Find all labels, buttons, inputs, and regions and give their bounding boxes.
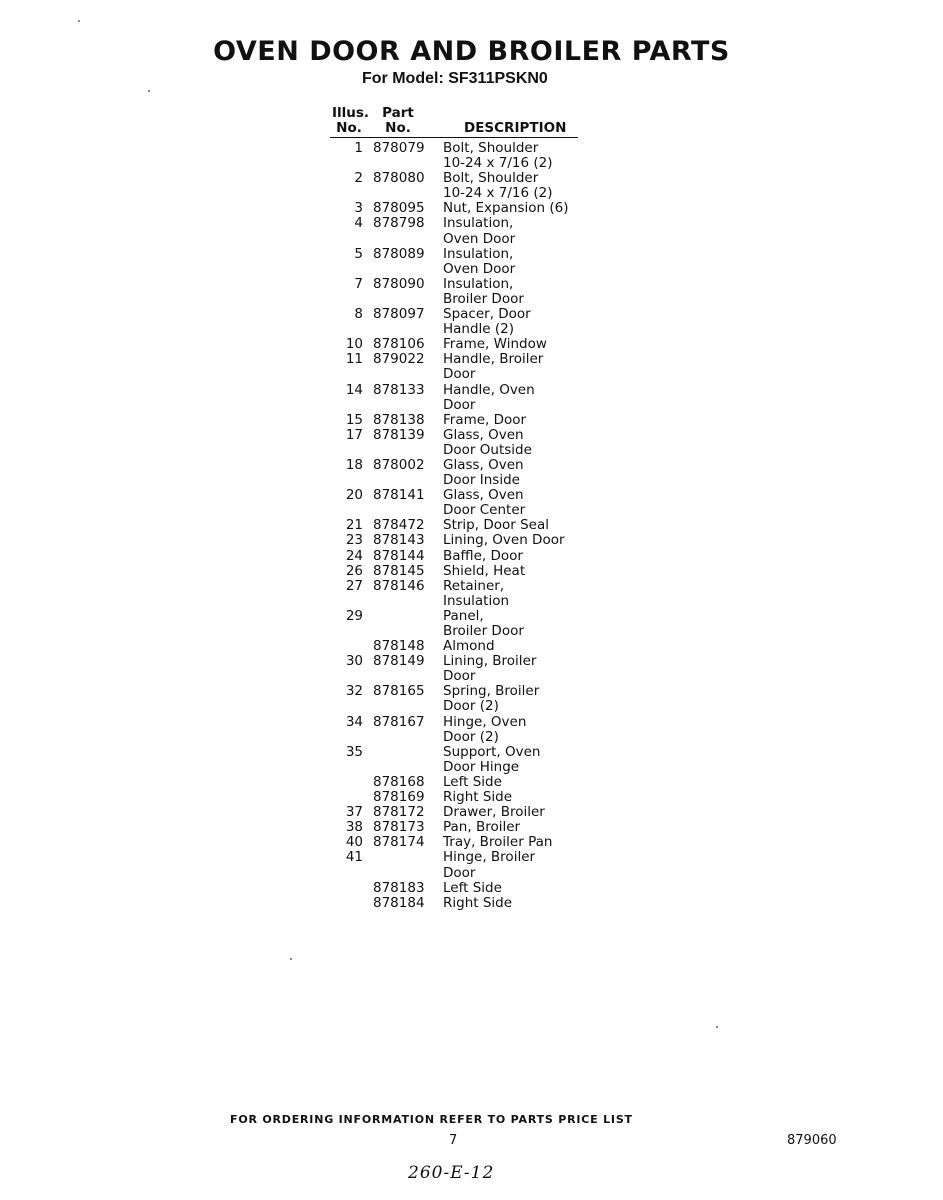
part-number: 878106: [373, 336, 425, 353]
description-line: Spacer, Door: [443, 306, 531, 323]
illus-number: 7: [354, 275, 363, 292]
description-line: Support, Oven: [443, 743, 541, 760]
part-description: [429, 896, 589, 911]
description-line: Frame, Door: [443, 411, 527, 428]
table-row: [320, 383, 589, 413]
description-line: Broiler Door: [443, 623, 524, 639]
table-row: [320, 745, 589, 775]
table-row: [320, 820, 589, 835]
table-row: [320, 654, 589, 684]
illus-number: 18: [345, 456, 363, 473]
scan-speck: [290, 958, 292, 960]
description-line: Door Center: [443, 502, 526, 519]
illus-number: 38: [345, 819, 363, 836]
part-description: [429, 247, 589, 277]
illus-number: 35: [345, 743, 363, 760]
description-line: Door Inside: [443, 472, 520, 489]
description-line: 10-24 x 7/16 (2): [443, 155, 553, 172]
header-illus-no: [332, 105, 370, 136]
part-description: [429, 564, 589, 579]
description-line: Nut, Expansion (6): [443, 200, 569, 217]
part-description: [429, 171, 589, 201]
table-row: [320, 609, 589, 639]
description-line: Insulation,: [443, 245, 514, 262]
description-line: Door: [443, 864, 476, 881]
description-line: Handle, Oven: [443, 381, 535, 398]
illus-number: 27: [345, 577, 363, 594]
part-number: 878095: [373, 200, 425, 217]
description-line: Door (2): [443, 698, 499, 715]
description-line: Door: [443, 366, 476, 383]
part-number: [363, 609, 429, 639]
illus-number: 26: [345, 562, 363, 579]
handwritten-note: 260-E-12: [408, 1163, 495, 1183]
part-description: [429, 337, 589, 352]
illus-number: 34: [345, 713, 363, 730]
part-number: 879022: [373, 351, 425, 368]
description-line: Shield, Heat: [443, 562, 526, 579]
description-line: Insulation,: [443, 215, 514, 232]
model-subtitle: For Model: SF311PSKN0: [362, 70, 548, 87]
table-row: [320, 835, 589, 850]
description-line: Almond: [443, 638, 495, 655]
document-number: 879060: [787, 1133, 837, 1148]
description-line: Insulation,: [443, 275, 514, 292]
illus-number: [320, 790, 363, 805]
part-number: 878146: [373, 577, 425, 594]
description-line: Hinge, Oven: [443, 713, 527, 730]
part-number: 878143: [373, 532, 425, 549]
illus-number: 8: [354, 306, 363, 323]
part-description: [429, 790, 589, 805]
table-row: [320, 881, 589, 896]
part-number: 878184: [373, 894, 425, 911]
part-description: [429, 307, 589, 337]
part-description: [429, 201, 589, 216]
part-description: [429, 745, 589, 775]
part-number: 878089: [373, 245, 425, 262]
part-description: [429, 715, 589, 745]
description-line: Frame, Window: [443, 336, 547, 353]
part-number: 878183: [373, 879, 425, 896]
illus-number: [320, 896, 363, 911]
description-line: Broiler Door: [443, 290, 524, 307]
table-row: [320, 896, 589, 911]
table-row: [320, 307, 589, 337]
header-description: DESCRIPTION: [464, 120, 567, 136]
table-row: [320, 805, 589, 820]
part-description: [429, 881, 589, 896]
part-description: [429, 428, 589, 458]
description-line: Spring, Broiler: [443, 683, 540, 700]
part-description: [429, 533, 589, 548]
part-number: 878090: [373, 275, 425, 292]
table-row: [320, 775, 589, 790]
part-number: 878144: [373, 547, 425, 564]
description-line: Door (2): [443, 728, 499, 745]
part-number: 878148: [373, 638, 425, 655]
description-line: Glass, Oven: [443, 456, 524, 473]
part-description: [429, 850, 589, 880]
part-number: 878080: [373, 170, 425, 187]
illus-number: 15: [345, 411, 363, 428]
illus-number: 24: [345, 547, 363, 564]
table-row: [320, 201, 589, 216]
illus-number: 32: [345, 683, 363, 700]
illus-number: [320, 775, 363, 790]
parts-table: [320, 141, 589, 911]
table-row: [320, 141, 589, 171]
description-line: Strip, Door Seal: [443, 517, 549, 534]
part-number: 878138: [373, 411, 425, 428]
header-illus-line1: Illus.: [332, 105, 370, 121]
table-row: [320, 639, 589, 654]
illus-number: 23: [345, 532, 363, 549]
description-line: Insulation: [443, 592, 510, 609]
table-row: [320, 518, 589, 533]
table-row: [320, 247, 589, 277]
part-description: [429, 277, 589, 307]
table-row: [320, 428, 589, 458]
illus-number: [320, 639, 363, 654]
part-number: 878165: [373, 683, 425, 700]
part-description: [429, 684, 589, 714]
illus-number: 10: [345, 336, 363, 353]
page-number: 7: [449, 1133, 458, 1148]
header-part-no: [380, 106, 416, 136]
part-number: 878169: [373, 789, 425, 806]
description-line: Right Side: [443, 789, 513, 806]
table-row: [320, 579, 589, 609]
ordering-info-footer: FOR ORDERING INFORMATION REFER TO PARTS PRICE LIST: [230, 1113, 633, 1126]
part-description: [429, 820, 589, 835]
scan-speck: [716, 1026, 718, 1028]
illus-number: 20: [345, 487, 363, 504]
description-line: Bolt, Shoulder: [443, 140, 539, 156]
description-line: Right Side: [443, 894, 513, 911]
illus-number: 29: [345, 607, 363, 624]
illus-number: 2: [354, 170, 363, 187]
description-line: Panel,: [443, 607, 484, 624]
part-number: 878472: [373, 517, 425, 534]
description-line: Baffle, Door: [443, 547, 523, 564]
part-number: [363, 745, 429, 775]
part-number: 878097: [373, 306, 425, 323]
illus-number: 37: [345, 804, 363, 821]
part-number: [363, 850, 429, 880]
description-line: Oven Door: [443, 230, 516, 247]
description-line: Drawer, Broiler: [443, 804, 545, 821]
illus-number: 41: [345, 849, 363, 866]
header-part-line1: Part: [382, 105, 414, 121]
illus-number: 1: [354, 140, 363, 156]
description-line: Door: [443, 668, 476, 685]
description-line: 10-24 x 7/16 (2): [443, 185, 553, 202]
part-description: [429, 488, 589, 518]
description-line: Lining, Oven Door: [443, 532, 565, 549]
description-line: Retainer,: [443, 577, 505, 594]
description-line: Left Side: [443, 879, 502, 896]
part-description: [429, 352, 589, 382]
table-row: [320, 216, 589, 246]
description-line: Handle, Broiler: [443, 351, 544, 368]
scan-speck: [78, 20, 80, 22]
page-title: OVEN DOOR AND BROILER PARTS: [213, 36, 730, 67]
header-part-line2: No.: [385, 120, 411, 136]
part-number: 878141: [373, 487, 425, 504]
illus-number: 21: [345, 517, 363, 534]
part-description: [429, 549, 589, 564]
illus-number: [320, 881, 363, 896]
illus-number: 14: [345, 381, 363, 398]
illus-number: 40: [345, 834, 363, 851]
part-number: 878145: [373, 562, 425, 579]
part-number: 878079: [373, 140, 425, 156]
part-number: 878149: [373, 653, 425, 670]
table-row: [320, 352, 589, 382]
scan-speck: [148, 90, 150, 92]
part-description: [429, 639, 589, 654]
description-line: Hinge, Broiler: [443, 849, 536, 866]
header-divider: [330, 137, 578, 138]
table-row: [320, 488, 589, 518]
part-description: [429, 518, 589, 533]
part-number: 878002: [373, 456, 425, 473]
part-description: [429, 579, 589, 609]
illus-number: 17: [345, 426, 363, 443]
table-row: [320, 171, 589, 201]
table-row: [320, 850, 589, 880]
table-row: [320, 549, 589, 564]
description-line: Glass, Oven: [443, 487, 524, 504]
part-description: [429, 383, 589, 413]
part-number: 878173: [373, 819, 425, 836]
table-row: [320, 564, 589, 579]
part-description: [429, 654, 589, 684]
description-line: Pan, Broiler: [443, 819, 521, 836]
table-row: [320, 684, 589, 714]
description-line: Door Outside: [443, 441, 532, 458]
table-row: [320, 337, 589, 352]
illus-number: 4: [354, 215, 363, 232]
part-number: 878133: [373, 381, 425, 398]
table-row: [320, 458, 589, 488]
table-row: [320, 277, 589, 307]
part-description: [429, 458, 589, 488]
table-row: [320, 413, 589, 428]
description-line: Glass, Oven: [443, 426, 524, 443]
description-line: Door: [443, 396, 476, 413]
part-description: [429, 775, 589, 790]
illus-number: 30: [345, 653, 363, 670]
description-line: Left Side: [443, 773, 502, 790]
description-line: Door Hinge: [443, 758, 520, 775]
table-row: [320, 790, 589, 805]
description-line: Tray, Broiler Pan: [443, 834, 553, 851]
header-illus-line2: No.: [336, 120, 362, 136]
description-line: Lining, Broiler: [443, 653, 537, 670]
part-number: 878798: [373, 215, 425, 232]
illus-number: 5: [354, 245, 363, 262]
part-description: [429, 141, 589, 171]
table-row: [320, 533, 589, 548]
part-description: [429, 835, 589, 850]
description-line: Handle (2): [443, 321, 515, 338]
part-description: [429, 216, 589, 246]
description-line: Oven Door: [443, 260, 516, 277]
illus-number: 3: [354, 200, 363, 217]
part-number: 878139: [373, 426, 425, 443]
part-number: 878172: [373, 804, 425, 821]
part-number: 878167: [373, 713, 425, 730]
part-number: 878174: [373, 834, 425, 851]
part-description: [429, 413, 589, 428]
table-row: [320, 715, 589, 745]
part-description: [429, 609, 589, 639]
part-description: [429, 805, 589, 820]
illus-number: 11: [345, 351, 363, 368]
part-number: 878168: [373, 773, 425, 790]
description-line: Bolt, Shoulder: [443, 170, 539, 187]
